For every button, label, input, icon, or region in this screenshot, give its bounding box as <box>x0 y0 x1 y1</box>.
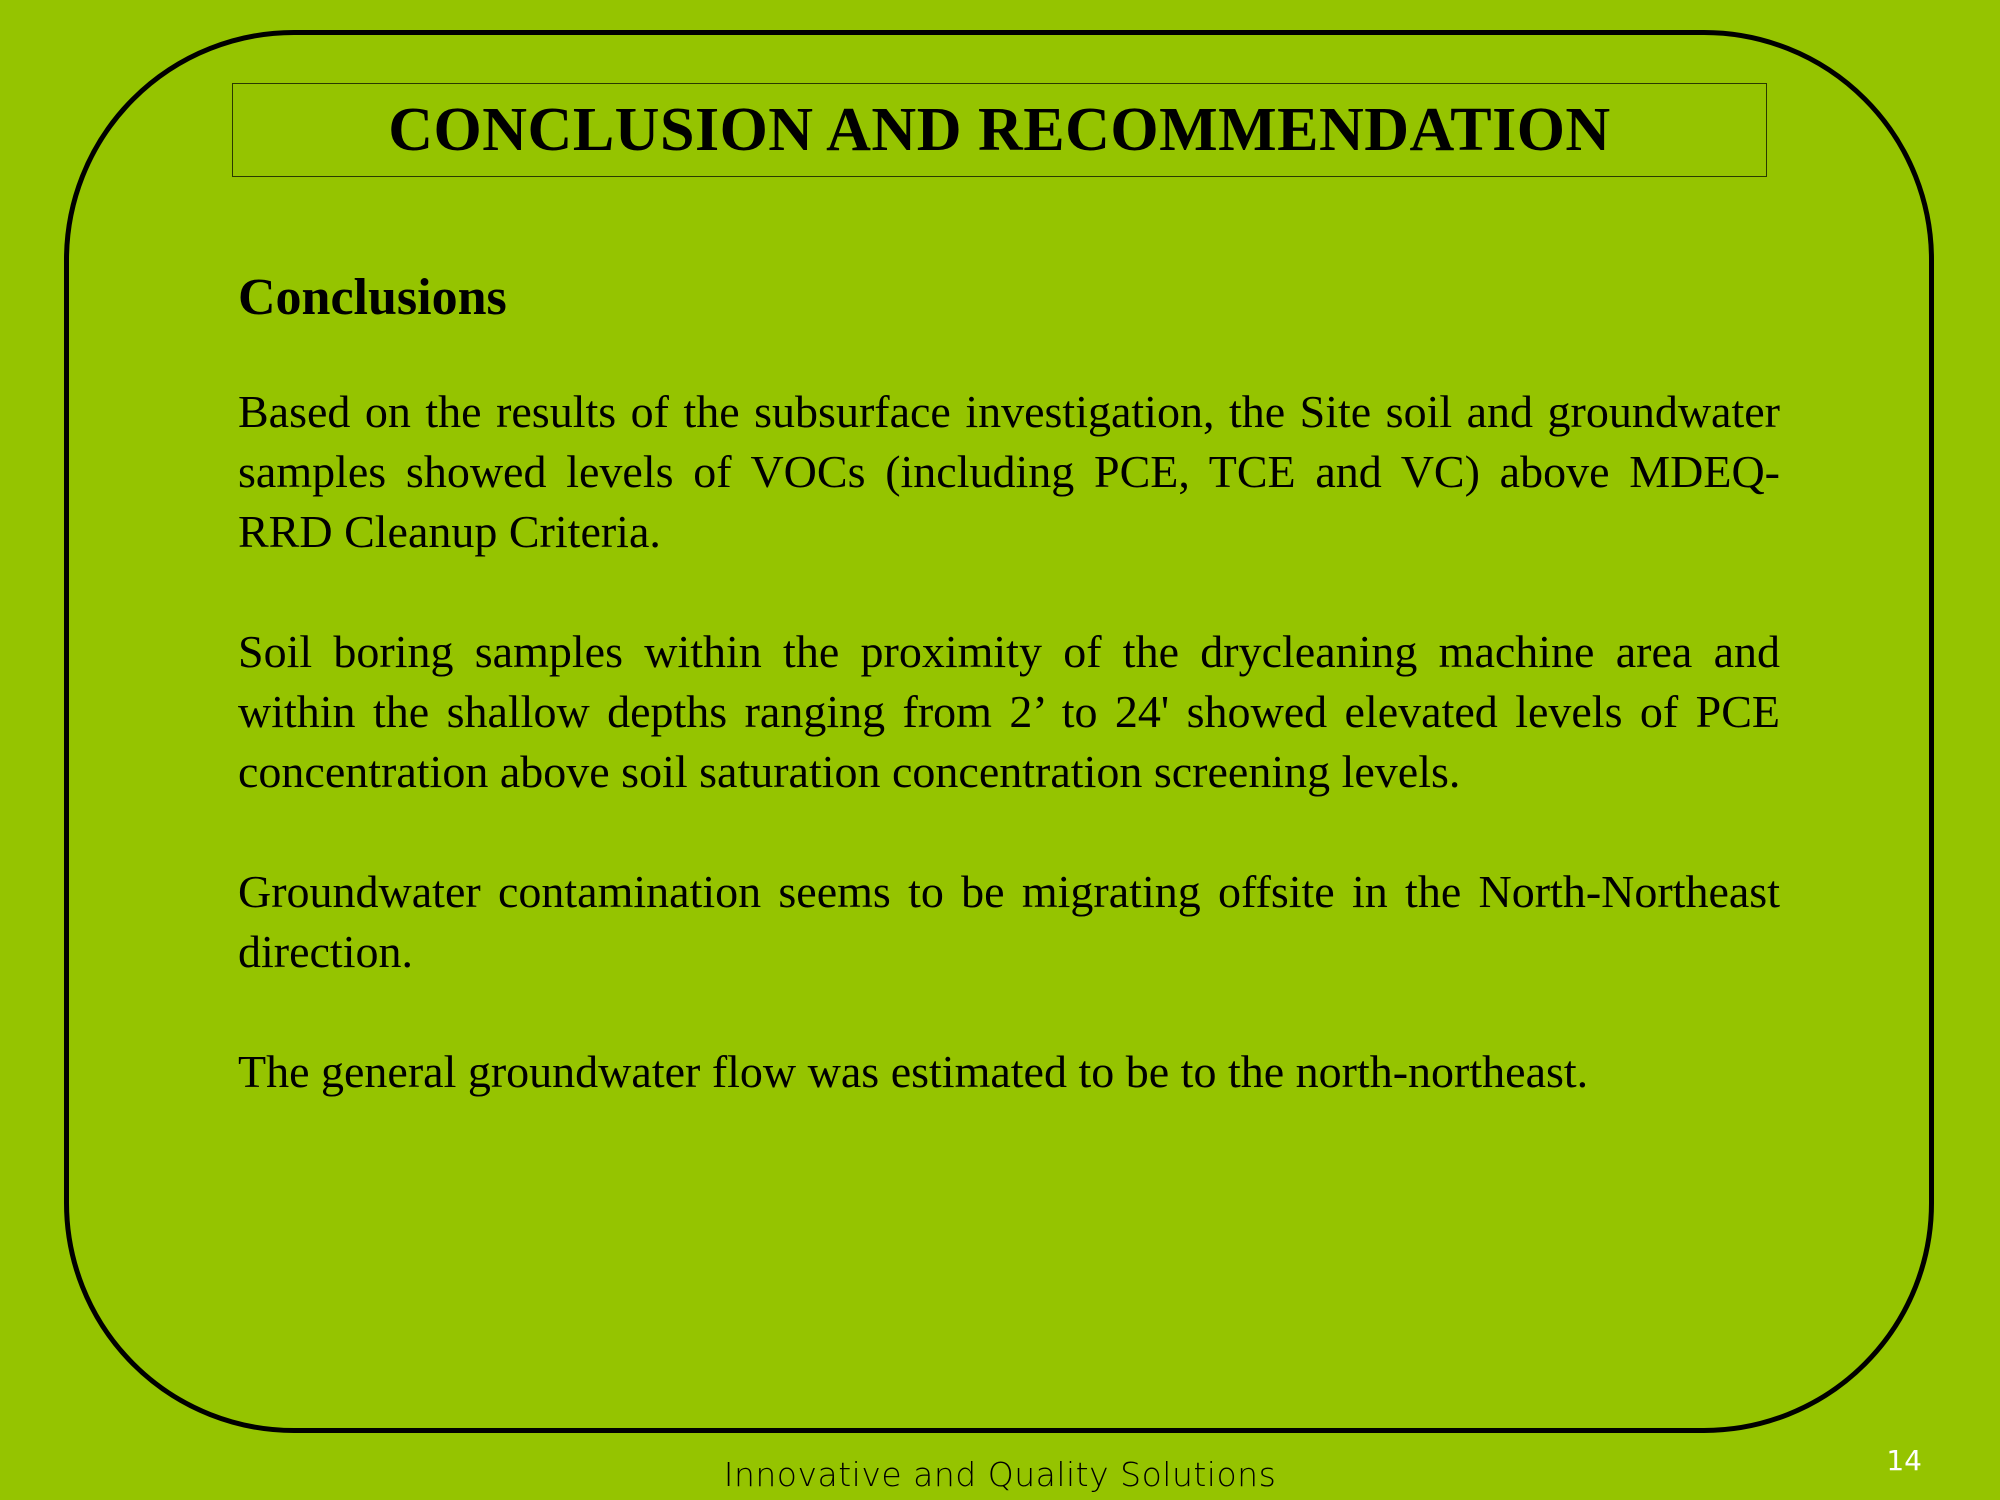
section-heading: Conclusions <box>238 269 507 326</box>
conclusion-paragraph: Soil boring samples within the proximity of the drycleaning machine area and within the shallow depths ranging from 2’ to 24' showed elevated levels of PCE concentration above soil saturation concentration screening levels. <box>238 626 1780 797</box>
conclusion-paragraph: The general groundwater flow was estimated to be to the north-northeast. <box>238 1046 1589 1097</box>
page-number: 14 <box>1886 1444 1922 1477</box>
conclusion-paragraph: Groundwater contamination seems to be migrating offsite in the North-Northeast direction. <box>238 866 1780 977</box>
title-box <box>232 83 1767 177</box>
slide-content <box>238 262 1780 1162</box>
conclusion-paragraph: Based on the results of the subsurface investigation, the Site soil and groundwater samples showed levels of VOCs (including PCE, TCE and VC) above MDEQ-RRD Cleanup Criteria. <box>238 386 1780 557</box>
footer-text: Innovative and Quality Solutions <box>723 1455 1277 1494</box>
slide-title: CONCLUSION AND RECOMMENDATION <box>388 96 1611 164</box>
